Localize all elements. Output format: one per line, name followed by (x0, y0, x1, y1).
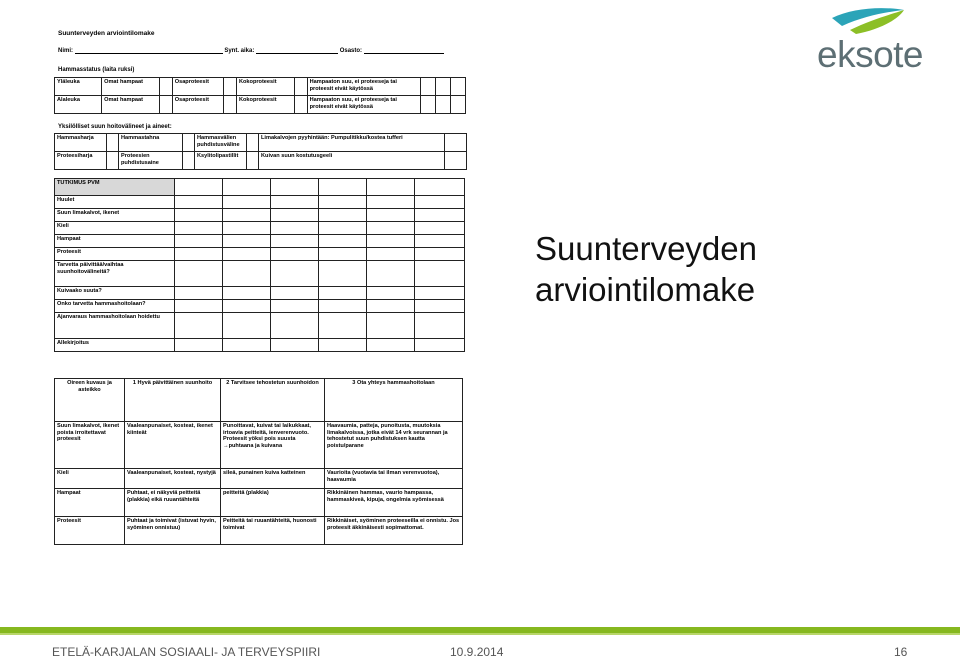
exam-cell (367, 261, 415, 287)
dental-status-row (55, 96, 466, 114)
exam-cell (271, 196, 319, 209)
exam-cell (367, 287, 415, 300)
exam-cell (367, 313, 415, 339)
exam-cell (319, 209, 367, 222)
exam-cell (271, 339, 319, 352)
exam-cell (271, 287, 319, 300)
exam-cell (271, 209, 319, 222)
scale-row (55, 469, 463, 489)
exam-cell (271, 261, 319, 287)
exam-cell (175, 209, 223, 222)
check-box (421, 96, 436, 114)
check-box (436, 78, 451, 96)
exam-date-header: TUTKIMUS PVM (55, 179, 175, 196)
scale-cell: Puhtaat, ei näkyviä peitteitä (plakkia) eikä ruuantähteitä (125, 489, 221, 517)
jaw-label: Alaleuka (55, 96, 102, 114)
exam-cell (319, 339, 367, 352)
exam-cell (271, 248, 319, 261)
scale-cell: peitteitä (plakkia) (221, 489, 325, 517)
exam-cell (175, 339, 223, 352)
exam-cell (175, 179, 223, 196)
check-box (183, 134, 195, 152)
status-cell: Kokoproteesit (236, 78, 294, 96)
exam-cell (175, 313, 223, 339)
exam-cell (319, 179, 367, 196)
exam-row-label: Huulet (55, 196, 175, 209)
check-box (183, 152, 195, 170)
tool-cell: Ksylitolipastillit (195, 152, 247, 170)
footer-green-bar-light (0, 633, 960, 635)
exam-cell (223, 235, 271, 248)
tool-cell: Hammasharja (55, 134, 107, 152)
tool-cell: Proteesien puhdistusaine (119, 152, 183, 170)
exam-cell (223, 222, 271, 235)
dental-status-table (54, 77, 466, 114)
exam-cell (319, 222, 367, 235)
scale-cell: Haavaumia, patteja, punoitusta, muutoksia limakalvoissa, jotka eivät 14 vrk seurannan ja tehostetut suun puhdistuksen kautta poistu/parane (325, 422, 463, 469)
scale-cell: Punoittavat, kuivat tai laikukkaat, irtoavia peitteitä, ienverenvuoto. Proteesit yöksi pois suusta →puhtaana ja kuivana (221, 422, 325, 469)
check-box (159, 96, 172, 114)
tools-row (55, 134, 467, 152)
scale-cell: Rikkinäinen hammas, vaurio hampassa, hammaskiveä, kipuja, ongelmia syömisessä (325, 489, 463, 517)
status-cell: Omat hampaat (102, 78, 160, 96)
slide-title-line2: arviointilomake (535, 271, 756, 308)
exam-cell (319, 235, 367, 248)
exam-cell (367, 222, 415, 235)
birth-field (256, 47, 338, 54)
exam-cell (175, 248, 223, 261)
exam-cell (175, 196, 223, 209)
exam-cell (367, 235, 415, 248)
scale-cell: Puhtaat ja toimivat (istuvat hyvin, syöminen onnistuu) (125, 517, 221, 545)
tool-cell: Kuivan suun kostutusgeeli (259, 152, 445, 170)
exam-row-label: Kieli (55, 222, 175, 235)
status-cell: Omat hampaat (102, 96, 160, 114)
tool-cell: Proteesiharja (55, 152, 107, 170)
exam-cell (415, 209, 465, 222)
exam-cell (415, 179, 465, 196)
tools-label: Yksilölliset suun hoitovälineet ja aineet: (58, 124, 172, 130)
check-box (224, 96, 237, 114)
check-box (294, 78, 307, 96)
exam-row-label: Tarvetta päivittää/vaihtaa suunhoitovälineitä? (55, 261, 175, 287)
exam-row-label: Kuivaako suuta? (55, 287, 175, 300)
exam-row-label: Onko tarvetta hammashoitolaan? (55, 300, 175, 313)
exam-cell (415, 287, 465, 300)
exam-cell (319, 196, 367, 209)
scale-cell: sileä, punainen kuiva katteinen (221, 469, 325, 489)
check-box (107, 134, 119, 152)
check-box (421, 78, 436, 96)
exam-cell (175, 222, 223, 235)
exam-cell (223, 179, 271, 196)
exam-cell (271, 222, 319, 235)
status-cell: Hampaaton suu, ei proteeseja tai proteesit eivät käytössä (307, 96, 420, 114)
footer-page-number: 16 (894, 645, 908, 659)
jaw-label: Yläleuka (55, 78, 102, 96)
scale-header-cell: Oireen kuvaus ja asteikko (55, 379, 125, 422)
exam-cell (415, 222, 465, 235)
exam-cell (319, 300, 367, 313)
exam-cell (415, 261, 465, 287)
tool-cell: Limakalvojen pyyhintään: Pumpulitikku/kostea tufferi (259, 134, 445, 152)
exam-cell (223, 248, 271, 261)
exam-cell (223, 339, 271, 352)
name-label: Nimi: (58, 48, 73, 54)
exam-cell (367, 339, 415, 352)
exam-cell (271, 179, 319, 196)
exam-cell (367, 209, 415, 222)
scale-row (55, 489, 463, 517)
exam-cell (223, 287, 271, 300)
exam-cell (175, 300, 223, 313)
exam-cell (175, 261, 223, 287)
exam-cell (223, 313, 271, 339)
birth-label: Synt. aika: (224, 48, 255, 54)
exam-cell (223, 300, 271, 313)
exam-cell (271, 300, 319, 313)
scale-cell: Vaurioita (vuotavia tai ilman verenvuotoa), haavaumia (325, 469, 463, 489)
exam-row-label: Proteesit (55, 248, 175, 261)
scale-cell: Suun limakalvot, ikenet poista irroitettavat proteesit (55, 422, 125, 469)
scale-header-cell: 2 Tarvitsee tehostetun suunhoidon (221, 379, 325, 422)
logo-text: eksote (817, 34, 924, 75)
ward-label: Osasto: (339, 48, 363, 54)
tools-table (54, 133, 467, 170)
check-box (159, 78, 172, 96)
scale-cell: Vaaleanpunaiset, kosteat, ikenet kiinteät (125, 422, 221, 469)
exam-row-label: Allekirjoitus (55, 339, 175, 352)
check-box (451, 96, 466, 114)
scale-row (55, 422, 463, 469)
footer-date: 10.9.2014 (450, 645, 504, 659)
check-box (451, 78, 466, 96)
exam-table (54, 178, 465, 352)
check-box (445, 134, 467, 152)
exam-cell (223, 196, 271, 209)
check-box (247, 134, 259, 152)
check-box (294, 96, 307, 114)
scale-row (55, 517, 463, 545)
tool-cell: Hammastahna (119, 134, 183, 152)
scale-cell: Kieli (55, 469, 125, 489)
form-title: Suunterveyden arviointilomake (58, 30, 155, 37)
exam-cell (367, 179, 415, 196)
scale-cell: Hampaat (55, 489, 125, 517)
tool-cell: Hammasvälien puhdistusväline (195, 134, 247, 152)
patient-info-line (58, 47, 444, 54)
scale-header-cell: 3 Ota yhteys hammashoitolaan (325, 379, 463, 422)
scale-cell: Vaaleanpunaiset, kosteat, nystyjä (125, 469, 221, 489)
exam-cell (175, 287, 223, 300)
status-cell: Hampaaton suu, ei proteeseja tai proteesit eivät käytössä (307, 78, 420, 96)
dental-status-row (55, 78, 466, 96)
check-box (247, 152, 259, 170)
tools-row (55, 152, 467, 170)
status-cell: Osaproteesit (172, 78, 223, 96)
scale-cell: Rikkinäiset, syöminen proteeseilla ei onnistu. Jos proteesit äkkinäisesti sopimattomat. (325, 517, 463, 545)
ward-field (364, 47, 444, 54)
exam-row-label: Ajanvaraus hammashoitolaan hoidettu (55, 313, 175, 339)
exam-cell (223, 209, 271, 222)
exam-cell (175, 235, 223, 248)
name-field (75, 47, 223, 54)
exam-cell (319, 261, 367, 287)
exam-cell (415, 235, 465, 248)
scale-cell: Proteesit (55, 517, 125, 545)
exam-cell (319, 248, 367, 261)
exam-cell (367, 196, 415, 209)
check-box (436, 96, 451, 114)
exam-cell (367, 248, 415, 261)
exam-cell (415, 196, 465, 209)
check-box (445, 152, 467, 170)
exam-cell (415, 300, 465, 313)
footer-organization: ETELÄ-KARJALAN SOSIAALI- JA TERVEYSPIIRI (52, 645, 321, 659)
exam-cell (415, 313, 465, 339)
status-cell: Osaproteesit (172, 96, 223, 114)
status-cell: Kokoproteesit (236, 96, 294, 114)
exam-row-label: Hampaat (55, 235, 175, 248)
scale-table (54, 378, 463, 545)
exam-cell (271, 235, 319, 248)
slide-title (535, 228, 757, 310)
exam-row-label: Suun limakalvot, ikenet (55, 209, 175, 222)
exam-cell (415, 339, 465, 352)
exam-cell (319, 287, 367, 300)
exam-cell (415, 248, 465, 261)
dental-status-label: Hammasstatus (laita ruksi) (58, 67, 135, 73)
exam-cell (319, 313, 367, 339)
scale-header-cell: 1 Hyvä päivittäinen suunhoito (125, 379, 221, 422)
exam-cell (223, 261, 271, 287)
exam-cell (271, 313, 319, 339)
check-box (107, 152, 119, 170)
scale-cell: Peitteitä tai ruuantähteitä, huonosti toimivat (221, 517, 325, 545)
slide-title-line1: Suunterveyden (535, 230, 757, 267)
exam-cell (367, 300, 415, 313)
check-box (224, 78, 237, 96)
scale-header-row (55, 379, 463, 422)
